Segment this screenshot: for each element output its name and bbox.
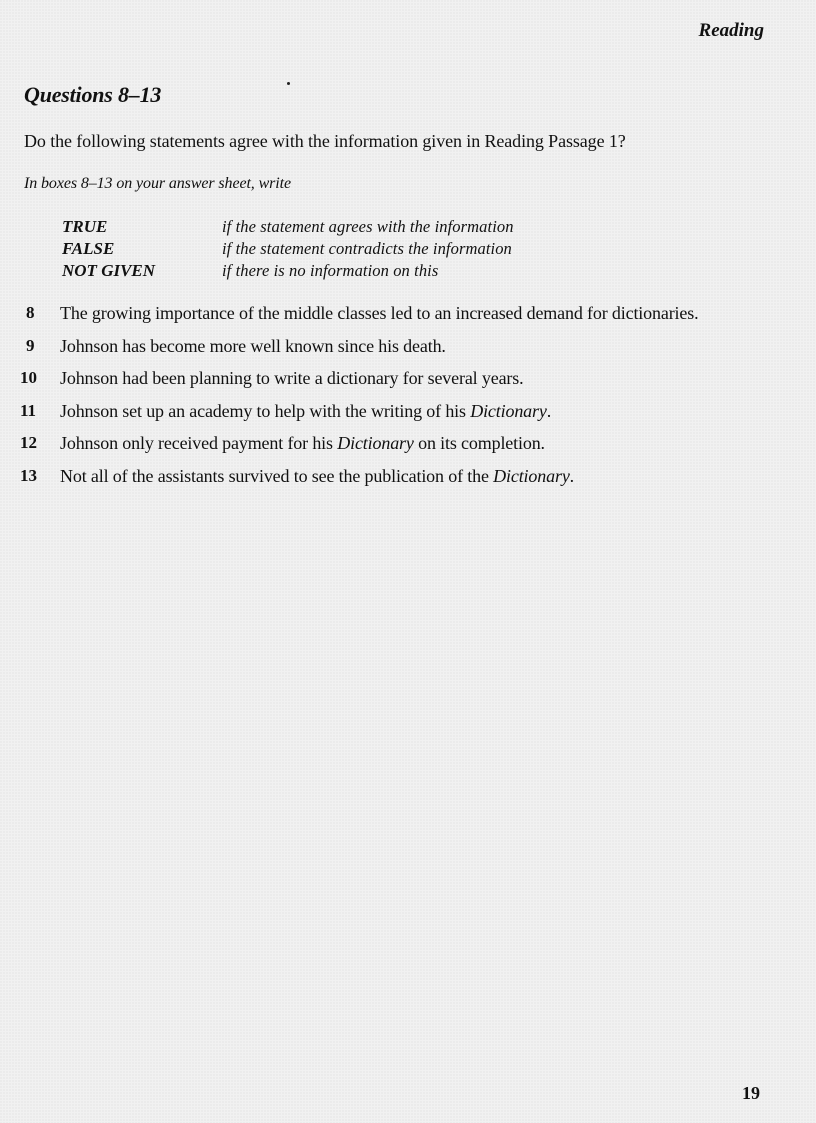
question-number: 9 [26, 335, 35, 355]
question-text [60, 432, 700, 454]
question-list [20, 302, 700, 497]
question-text: The growing importance of the middle classes led to an increased demand for dictionaries. [60, 303, 699, 323]
questions-title: Questions 8–13 [24, 82, 162, 107]
question-number: 13 [20, 465, 37, 485]
question-text-end: on its completion. [413, 433, 545, 453]
answer-legend [62, 216, 514, 282]
question-number: 12 [20, 433, 37, 452]
question-text [60, 400, 700, 422]
question-item-8 [20, 302, 700, 324]
legend-description: if the statement agrees with the information [222, 217, 514, 236]
question-text-end: . [546, 400, 552, 421]
legend-description: if there is no information on this [222, 261, 439, 280]
legend-key: TRUE [62, 217, 108, 236]
question-item-12 [20, 432, 700, 454]
section-header: Reading [698, 20, 764, 41]
question-text-start: Johnson only received payment for his [60, 433, 338, 453]
question-text-end: . [569, 465, 575, 486]
legend-key: NOT GIVEN [62, 261, 156, 280]
legend-row-true [62, 216, 514, 238]
questions-intro: Do the following statements agree with the information given in Reading Passage 1? [24, 131, 626, 151]
legend-description: if the statement contradicts the information [222, 239, 512, 258]
question-text-start: Johnson set up an academy to help with the writing of his [60, 400, 471, 421]
dictionary-title: Dictionary [470, 400, 547, 421]
legend-key: FALSE [62, 239, 115, 258]
question-text: Johnson had been planning to write a dictionary for several years. [60, 368, 524, 388]
question-item-10 [20, 367, 700, 389]
question-number: 8 [26, 303, 35, 322]
legend-row-false [62, 238, 514, 260]
question-item-11 [20, 400, 700, 422]
question-number: 11 [20, 400, 37, 420]
answer-instruction: In boxes 8–13 on your answer sheet, write [24, 175, 291, 192]
question-number: 10 [20, 368, 37, 387]
question-text: Johnson has become more well known since his death. [60, 335, 446, 356]
dictionary-title: Dictionary [493, 465, 570, 486]
page-number: 19 [742, 1083, 760, 1103]
question-text [60, 465, 700, 487]
question-item-9 [20, 335, 700, 357]
legend-row-not-given [62, 260, 514, 282]
scan-speck [287, 82, 290, 85]
question-item-13 [20, 465, 700, 487]
question-text-start: Not all of the assistants survived to see the publication of the [60, 465, 494, 486]
dictionary-title: Dictionary [337, 433, 414, 453]
